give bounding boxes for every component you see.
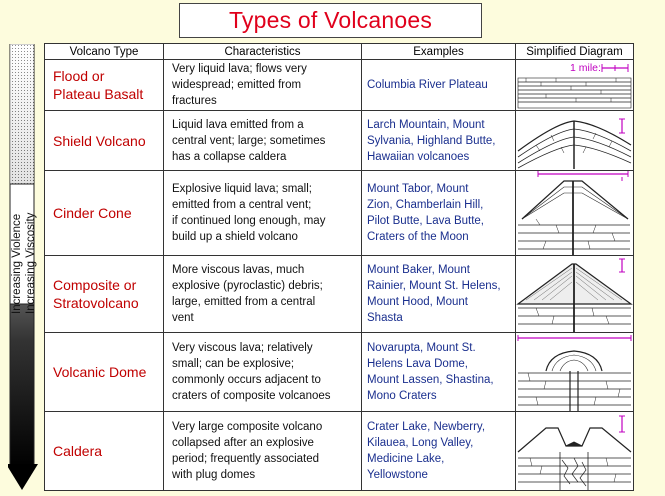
table-row [45, 256, 634, 333]
char-line: emitted from a central vent; [172, 199, 312, 211]
header-volcano-type: Volcano Type [45, 44, 164, 60]
type-line: Stratovolcano [53, 295, 139, 311]
flood-basalt-diagram-icon [516, 60, 633, 110]
volcano-type-cell [45, 256, 164, 333]
scale-label: 1 mile: [570, 62, 601, 74]
examples-cell [362, 60, 516, 111]
example-line: Mono Craters [367, 390, 437, 402]
example-line: Pilot Butte, Lava Butte, [367, 215, 484, 227]
stratovolcano-diagram-icon [516, 256, 633, 332]
diagram-cell [516, 412, 634, 491]
intensity-arrow [8, 44, 40, 490]
shield-volcano-diagram-icon [516, 111, 633, 170]
type-line: Composite or [53, 277, 137, 293]
example-line: Craters of the Moon [367, 231, 469, 243]
char-line: period; frequently associated [172, 453, 320, 465]
char-line: explosive (pyroclastic) debris; [172, 280, 323, 292]
char-line: widespread; emitted from [172, 79, 302, 91]
diagram-cell [516, 60, 634, 111]
example-line: Larch Mountain, Mount [367, 118, 485, 131]
page-title: Types of Volcanoes [228, 7, 433, 33]
type-line: Caldera [53, 443, 103, 459]
volcano-type-cell [45, 171, 164, 256]
example-line: Columbia River Plateau [367, 79, 488, 91]
table-header-row [45, 44, 634, 60]
type-line: Cinder Cone [53, 205, 132, 221]
char-line: Very large composite volcano [172, 421, 323, 433]
example-line: Helens Lava Dome, [367, 358, 468, 370]
table-row [45, 412, 634, 491]
example-line: Shasta [367, 312, 403, 324]
example-line: Mount Tabor, Mount [367, 183, 469, 195]
header-examples: Examples [362, 44, 516, 60]
char-line: Very viscous lava; relatively [172, 342, 313, 354]
examples-cell [362, 171, 516, 256]
diagram-cell [516, 111, 634, 171]
increasing-violence-label: Increasing Violence [11, 213, 23, 314]
char-line: Very liquid lava; flows very [172, 63, 307, 75]
char-line: collapsed after an explosive [172, 437, 314, 449]
volcanic-dome-diagram-icon [516, 333, 633, 411]
characteristics-cell [164, 256, 362, 333]
characteristics-cell [164, 60, 362, 111]
table-row [45, 171, 634, 256]
diagram-cell [516, 333, 634, 412]
example-line: Medicine Lake, [367, 453, 445, 465]
char-line: central vent; large; sometimes [172, 134, 326, 147]
header-simplified-diagram: Simplified Diagram [516, 44, 634, 60]
characteristics-cell [164, 171, 362, 256]
diagram-cell [516, 171, 634, 256]
header-characteristics: Characteristics [164, 44, 362, 60]
example-line: Hawaiian volcanoes [367, 150, 470, 163]
char-line: with plug domes [172, 469, 256, 481]
example-line: Mount Baker, Mount [367, 264, 470, 276]
type-line: Flood or [53, 68, 105, 84]
title-box [179, 3, 482, 38]
table-row [45, 111, 634, 171]
char-line: More viscous lavas, much [172, 264, 305, 276]
volcano-table [44, 43, 634, 491]
type-line: Volcanic Dome [53, 364, 147, 380]
example-line: Zion, Chamberlain Hill, [367, 199, 484, 211]
volcano-type-cell [45, 111, 164, 171]
type-line: Plateau Basalt [53, 86, 144, 102]
example-line: Yellowstone [367, 469, 428, 481]
example-line: Sylvania, Highland Butte, [367, 134, 496, 147]
example-line: Novarupta, Mount St. [367, 342, 476, 354]
example-line: Rainier, Mount St. Helens, [367, 280, 501, 292]
volcano-type-cell [45, 412, 164, 491]
char-line: small; can be explosive; [172, 358, 295, 370]
char-line: vent [172, 312, 194, 324]
char-line: large, emitted from a central [172, 296, 316, 308]
characteristics-cell [164, 111, 362, 171]
volcano-type-cell [45, 60, 164, 111]
volcano-type-cell [45, 333, 164, 412]
examples-cell [362, 111, 516, 171]
char-line: if continued long enough, may [172, 215, 326, 227]
example-line: Mount Lassen, Shastina, [367, 374, 494, 386]
example-line: Crater Lake, Newberry, [367, 421, 486, 433]
table-row [45, 333, 634, 412]
examples-cell [362, 412, 516, 491]
cinder-cone-diagram-icon [516, 171, 633, 255]
char-line: Liquid lava emitted from a [172, 118, 304, 131]
increasing-viscosity-label: Increasing Viscosity [25, 212, 37, 314]
example-line: Kilauea, Long Valley, [367, 437, 474, 449]
characteristics-cell [164, 333, 362, 412]
table-row [45, 60, 634, 111]
char-line: commonly occurs adjacent to [172, 374, 321, 386]
type-line: Shield Volcano [53, 132, 146, 149]
characteristics-cell [164, 412, 362, 491]
examples-cell [362, 256, 516, 333]
char-line: has a collapse caldera [172, 150, 287, 163]
char-line: Explosive liquid lava; small; [172, 183, 312, 195]
char-line: build up a shield volcano [172, 231, 298, 243]
diagram-cell [516, 256, 634, 333]
char-line: craters of composite volcanoes [172, 390, 331, 402]
example-line: Mount Hood, Mount [367, 296, 469, 308]
examples-cell [362, 333, 516, 412]
char-line: fractures [172, 95, 217, 107]
caldera-diagram-icon [516, 412, 633, 490]
